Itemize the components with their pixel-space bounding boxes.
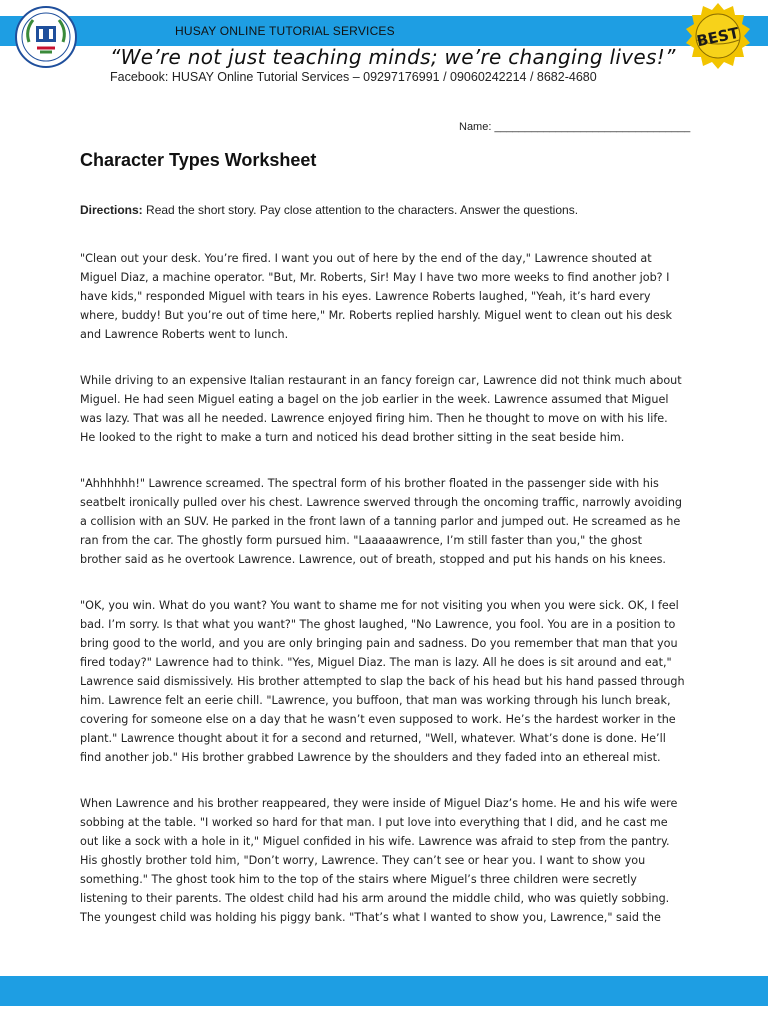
school-seal-logo: [15, 6, 77, 68]
story-body: [80, 249, 685, 954]
best-badge-icon: [683, 2, 753, 72]
tagline: “We’re not just teaching minds; we’re changing lives!”: [110, 45, 676, 69]
directions-label: Directions:: [80, 203, 143, 217]
directions: [80, 203, 578, 217]
story-paragraph: While driving to an expensive Italian restaurant in an fancy foreign car, Lawrence did not think much about Miguel. He had seen Miguel eating a bagel on the job earlier in the week. Lawrence assumed that Miguel was lazy. That was all he needed. Lawrence enjoyed firing him. Then he thought to move on with his life. He looked to the right to make a turn and noticed his dead brother sitting in the seat beside him.: [80, 374, 682, 444]
contact-info: Facebook: HUSAY Online Tutorial Services – 09297176991 / 09060242214 / 8682-4680: [110, 70, 597, 84]
story-paragraph: "Ahhhhhh!" Lawrence screamed. The spectral form of his brother floated in the passenger side with his seatbelt ironically pulled over his chest. Lawrence swerved through the oncoming traffic, narrowly avoiding a collision with an SUV. He parked in the front lawn of a tanning parlor and jumped out. He screamed as he ran from the car. The ghostly form pursued him. "Laaaaawrence, I’m still faster than you," the ghost brother said as he overtook Lawrence. Lawrence, out of breath, stopped and put his hands on his knees.: [80, 477, 683, 566]
directions-text: Read the short story. Pay close attention to the characters. Answer the questions.: [142, 203, 579, 217]
name-field: Name: ________________________________: [459, 121, 691, 133]
badge-text: BEST: [695, 23, 741, 51]
org-name: HUSAY ONLINE TUTORIAL SERVICES: [175, 24, 395, 38]
story-paragraph: "Clean out your desk. You’re fired. I want you out of here by the end of the day," Lawrence shouted at Miguel Diaz, a machine operator. "But, Mr. Roberts, Sir! May I have two more weeks to find another job? I have kids," responded Miguel with tears in his eyes. Lawrence Roberts laughed, "Yeah, it’s hard every where, buddy! But you’re out of time here," Mr. Roberts replied harshly. Miguel went to clean out his desk and Lawrence Roberts went to lunch.: [80, 252, 673, 341]
page-title: Character Types Worksheet: [80, 150, 317, 170]
story-paragraph: When Lawrence and his brother reappeared, they were inside of Miguel Diaz’s home. He and his wife were sobbing at the table. "I worked so hard for that man. I put love into everything that I did, and he cast me out like a sock with a hole in it," Miguel confided in his wife. Lawrence was afraid to step from the pantry. His ghostly brother told him, "Don’t worry, Lawrence. They can’t see or hear you. I want to show you something." The ghost took him to the top of the stairs where Miguel’s three children were secretly listening to their parents. The oldest child had his arm around the middle child, who was quietly sobbing. The youngest child was holding his piggy bank. "That’s what I wanted to show you, Lawrence," said the: [80, 797, 678, 924]
story-paragraph: "OK, you win. What do you want? You want to shame me for not visiting you when you were sick. OK, I feel bad. I’m sorry. Is that what you want?" The ghost laughed, "No Lawrence, you fool. You are in a position to bring good to the world, and you are only bringing pain and sadness. Do you remember that man that you fired today?" Lawrence had to think. "Yes, Miguel Diaz. The man is lazy. All he does is sit around and eat," Lawrence said dismissively. His brother attempted to slap the back of his head but his hand passed through him. Lawrence felt an eerie chill. "Lawrence, you buffoon, that man was working through his lunch break, covering for someone else on a day that he wasn’t even supposed to work. He’s the hardest worker in the plant." Lawrence thought about it for a second and returned, "Well, whatever. What’s done is done. He’ll find another job." His brother grabbed Lawrence by the shoulders and they faded into an ethereal mist.: [80, 599, 685, 764]
footer-bar: [0, 976, 768, 1006]
